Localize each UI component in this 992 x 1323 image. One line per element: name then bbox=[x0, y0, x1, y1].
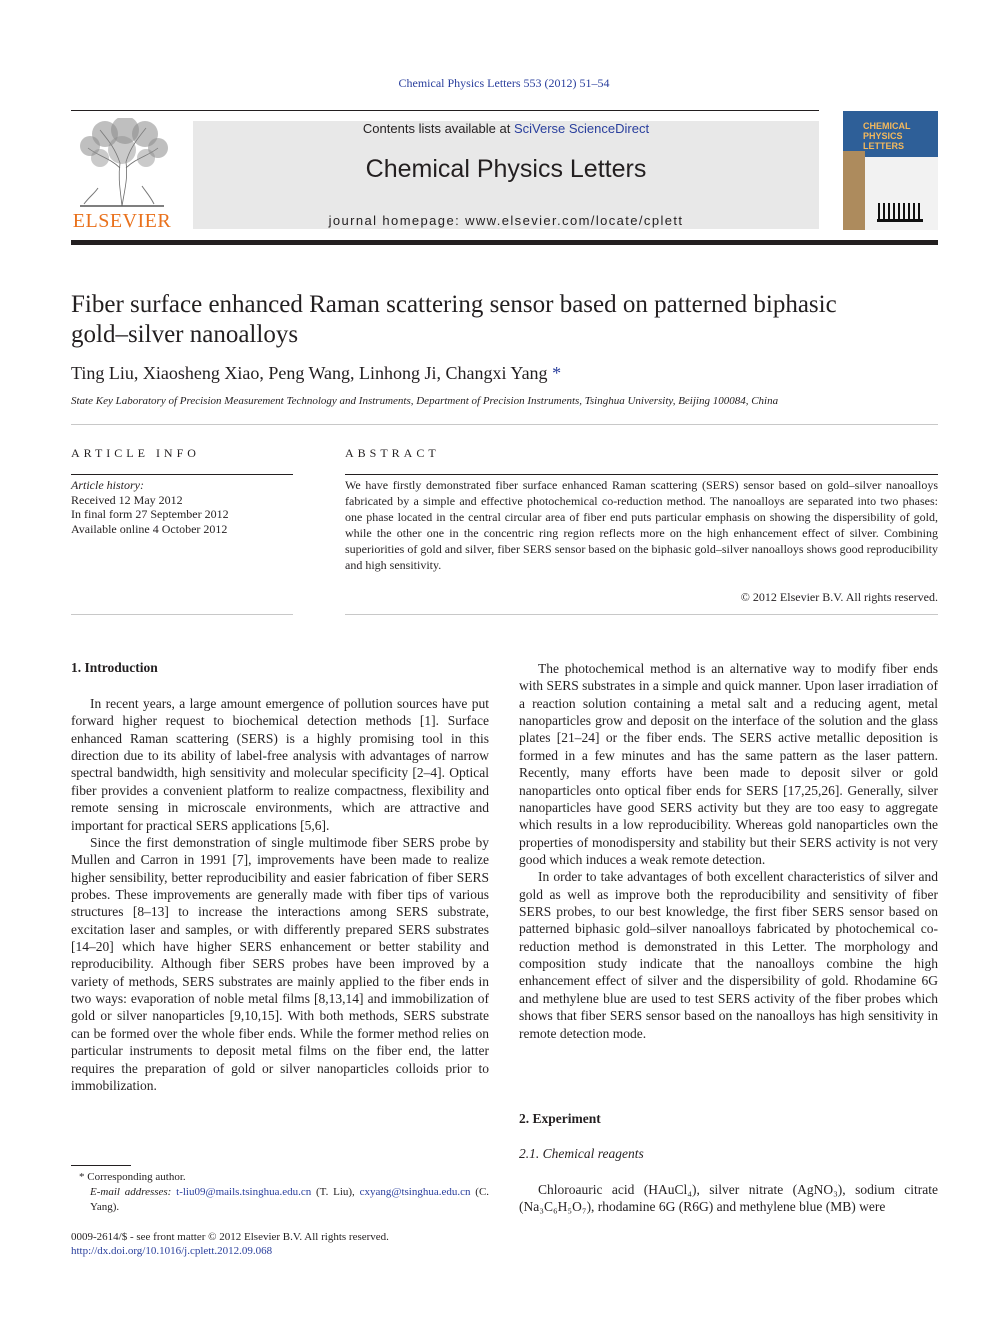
footnote-rule bbox=[71, 1165, 131, 1166]
info-bottom-rule bbox=[71, 614, 293, 615]
history-received: Received 12 May 2012 bbox=[71, 492, 183, 507]
doi-link[interactable]: http://dx.doi.org/10.1016/j.cplett.2012.09.068 bbox=[71, 1245, 273, 1257]
elsevier-wordmark: ELSEVIER bbox=[72, 210, 172, 232]
cover-title-line: LETTERS bbox=[863, 141, 905, 151]
abstract-rule bbox=[345, 474, 938, 475]
footnote-mark: * bbox=[79, 1171, 85, 1183]
email-name-yang: (C. Yang). bbox=[90, 1186, 490, 1213]
article-info-heading: ARTICLE INFO bbox=[71, 446, 200, 460]
footnote-emails bbox=[71, 1185, 489, 1215]
elsevier-tree-logo bbox=[70, 118, 174, 208]
body-paragraph: The photochemical method is an alternative way to modify fiber ends with SERS substrates in a simple and quick manner. Upon laser irradiation of a reaction solution containing a metal salt and a reducing agent, metal nanoparticles grow and deposit on the interface of the solution and the glass plates [21–24] or the fiber ends. The SERS active metallic deposition is formed in a few minutes and has the same pattern as the laser pattern. Recently, many efforts have been made to deposit silver or gold nanoparticles onto optical fiber ends for SERS [17,25,26]. Generally, silver nanoparticles have good SERS activity but they are too easy to aggregate which results in a low reproducibility. Whereas gold nanoparticles own the properties of monodispersity and stability but their SERS activity is not very good which induces a weak remote detection. bbox=[519, 661, 938, 867]
cover-title-line: PHYSICS bbox=[863, 131, 903, 141]
info-rule bbox=[71, 474, 293, 475]
history-label: Article history: bbox=[71, 478, 144, 492]
journal-title: Chemical Physics Letters bbox=[365, 155, 647, 183]
footnote-corresponding bbox=[71, 1170, 489, 1185]
email-label: E-mail addresses: bbox=[90, 1186, 172, 1198]
section-heading-introduction: 1. Introduction bbox=[71, 660, 158, 675]
corresponding-author-mark[interactable]: * bbox=[552, 363, 562, 383]
right-column bbox=[519, 660, 938, 1042]
article-title-line: gold–silver nanoalloys bbox=[71, 321, 299, 348]
article-title-line: Fiber surface enhanced Raman scattering sensor based on patterned biphasic bbox=[71, 291, 837, 318]
body-paragraph: Chloroauric acid (HAuCl₄), silver nitrate (AgNO₃), sodium citrate (Na₃C₆H₅O₇), rhodamine 6G (R6G) and methylene blue (MB) were bbox=[519, 1182, 938, 1215]
section-heading-experiment: 2. Experiment bbox=[519, 1111, 601, 1126]
body-paragraph: In recent years, a large amount emergence of pollution sources have put forward higher request to biochemical detection methods [1]. Surface enhanced Raman scattering (SERS) is a highly promising tool in this direction due to its ability of label-free analysis with advantages of narrow spectral bandwidth, high sensitivity and molecular specificity [2–4]. Optical fiber provides a convenient platform to realize compactness, flexibility and remote sensing in microscale environments, which are attractive and important for practical SERS applications [5,6]. bbox=[71, 696, 489, 833]
sciencedirect-link[interactable]: SciVerse ScienceDirect bbox=[513, 121, 650, 136]
body-paragraph: Since the first demonstration of single multimode fiber SERS probe by Mullen and Carron in 1991 [7], improvements have been made to realize higher sensibility, better reproducibility and easier fabrication of fiber SERS probes. These improvements are generally made with fiber tips of various structures [8–13] to increase the interactions among SERS substrate, excitation laser and samples, or with differently prepared SERS substrates [14–20] which have higher SERS enhancement or better stability and reproducibility. Although fiber SERS probes have been improved by a variety of methods, SERS substrates are mainly applied to the fiber ends in two ways: evaporation of noble metal films [8,13,14] and immobilization of gold or silver nanoparticles [9,10,15]. With both methods, SERS substrate can be formed over the whole fiber ends. While the former method relies on particular instruments to deposit metal films on the fiber end, the latter requires the preparation of gold or silver nanoparticles colloids prior to immobilization. bbox=[71, 834, 489, 1093]
body-paragraph: In order to take advantages of both excellent characteristics of silver and gold as well as improve both the reproducibility and sensitivity of fiber SERS probes, to our best knowledge, the first fiber SERS sensor based on patterned biphasic gold–silver nanoalloys fabricated by photochemical co-reduction method is demonstrated in this Letter. The morphology and composition study indicate that the nanoalloys combine the high enhancement effect of silver and the dispersibility of gold. Rhodamine 6G and methylene blue are used to test SERS activity of the fiber probes which shows that fiber SERS sensor based on the nanoalloys has high sensitivity in remote detection mode. bbox=[519, 869, 938, 1041]
issn-line: 0009-2614/$ - see front matter © 2012 Elsevier B.V. All rights reserved. bbox=[71, 1231, 389, 1243]
cover-artwork bbox=[843, 151, 938, 230]
affiliation: State Key Laboratory of Precision Measurement Technology and Instruments, Department of Precision Instruments, Tsinghua University, Beijing 100084, China bbox=[71, 395, 779, 407]
abstract-bottom-rule bbox=[345, 614, 938, 615]
article-history bbox=[71, 478, 293, 536]
contents-line bbox=[193, 121, 819, 136]
header-thick-rule bbox=[71, 240, 938, 245]
footnote bbox=[71, 1170, 489, 1215]
email-name-liu: (T. Liu), bbox=[316, 1186, 355, 1198]
reagents-column bbox=[519, 1181, 938, 1216]
history-online: Available online 4 October 2012 bbox=[71, 521, 228, 536]
history-final-form: In final form 27 September 2012 bbox=[71, 507, 229, 522]
issn-block bbox=[71, 1230, 389, 1258]
email-link-yang[interactable]: cxyang@tsinghua.edu.cn bbox=[359, 1186, 471, 1198]
header-rule bbox=[71, 110, 819, 111]
title-rule bbox=[71, 424, 938, 425]
email-link-liu[interactable]: t-liu09@mails.tsinghua.edu.cn bbox=[176, 1186, 312, 1198]
left-column bbox=[71, 695, 489, 1094]
cover-title bbox=[863, 121, 911, 151]
journal-cover-image bbox=[843, 111, 938, 230]
abstract-heading: ABSTRACT bbox=[345, 446, 440, 460]
journal-reference[interactable]: Chemical Physics Letters 553 (2012) 51–54 bbox=[398, 76, 610, 90]
article-title bbox=[71, 290, 931, 350]
abstract-text: We have firstly demonstrated fiber surface enhanced Raman scattering (SERS) sensor based on gold–silver nanoalloys fabricated by a simple and effective photochemical co-reduction method. The nanoalloys are separated into two phases: one phase located in the central circular area of fiber end puts particular emphasis on showing the dispersibility of gold, while the other one in the concentric ring region reflects more on the high enhancement effect of silver. Combining superiorities of gold and silver, fiber SERS sensor based on the biphasic gold–silver nanoalloys shows good reproducibility and high sensitivity. bbox=[345, 478, 938, 572]
footnote-corresponding-text: Corresponding author. bbox=[87, 1171, 186, 1183]
contents-prefix: Contents lists available at bbox=[362, 121, 514, 136]
author-list bbox=[71, 363, 561, 384]
journal-homepage[interactable]: journal homepage: www.elsevier.com/locate/cplett bbox=[328, 213, 684, 228]
copyright-notice: © 2012 Elsevier B.V. All rights reserved. bbox=[740, 590, 938, 604]
cover-title-line: CHEMICAL bbox=[863, 121, 911, 131]
subsection-heading-reagents: 2.1. Chemical reagents bbox=[519, 1146, 644, 1161]
authors-text: Ting Liu, Xiaosheng Xiao, Peng Wang, Linhong Ji, Changxi Yang bbox=[71, 363, 548, 383]
